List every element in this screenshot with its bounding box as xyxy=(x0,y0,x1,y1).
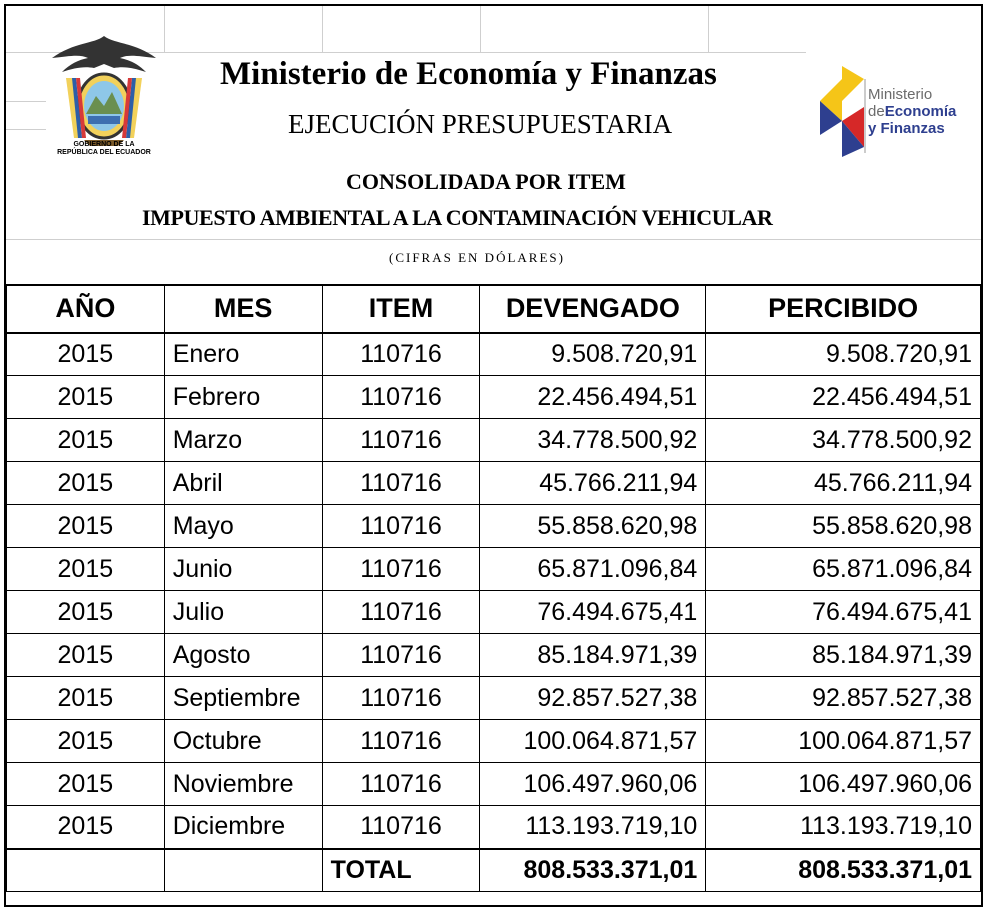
table-row xyxy=(7,806,981,849)
total-devengado: 808.533.371,01 xyxy=(480,849,706,892)
report-header xyxy=(6,6,981,286)
cell-ano: 2015 xyxy=(7,376,165,419)
cell-ano: 2015 xyxy=(7,720,165,763)
cell-percibido: 113.193.719,10 xyxy=(706,806,981,849)
gridline xyxy=(6,129,46,130)
cell-devengado: 106.497.960,06 xyxy=(480,763,706,806)
cell-item: 110716 xyxy=(322,763,480,806)
cell-mes: Enero xyxy=(164,333,322,376)
report-title: EJECUCIÓN PRESUPUESTARIA xyxy=(288,109,673,139)
cell-ano: 2015 xyxy=(7,419,165,462)
cell-item: 110716 xyxy=(322,806,480,849)
logo-line-1: Ministerio xyxy=(868,86,933,103)
cell-ano: 2015 xyxy=(7,333,165,376)
ministry-title: Ministerio de Economía y Finanzas xyxy=(220,56,717,92)
cell-ano: 2015 xyxy=(7,591,165,634)
cell-item: 110716 xyxy=(322,591,480,634)
cell-mes: Abril xyxy=(164,462,322,505)
cell-ano: 2015 xyxy=(7,806,165,849)
cell-percibido: 55.858.620,98 xyxy=(706,505,981,548)
cell-ano: 2015 xyxy=(7,548,165,591)
cell-percibido: 106.497.960,06 xyxy=(706,763,981,806)
cell-mes: Mayo xyxy=(164,505,322,548)
cell-mes: Octubre xyxy=(164,720,322,763)
cell-ano: 2015 xyxy=(7,634,165,677)
total-row xyxy=(7,849,981,892)
cell-item: 110716 xyxy=(322,634,480,677)
cell-item: 110716 xyxy=(322,462,480,505)
gridline xyxy=(322,6,323,52)
logo-line-2 xyxy=(868,103,956,120)
cell-mes: Febrero xyxy=(164,376,322,419)
report-scope: CONSOLIDADA POR ITEM xyxy=(346,169,626,194)
cell-mes: Marzo xyxy=(164,419,322,462)
cell-item: 110716 xyxy=(322,376,480,419)
cell-devengado: 85.184.971,39 xyxy=(480,634,706,677)
seal-caption-line-1: GOBIERNO DE LA xyxy=(73,141,135,148)
spreadsheet xyxy=(4,4,983,907)
gridline xyxy=(6,101,46,102)
total-empty-cell xyxy=(164,849,322,892)
table-row xyxy=(7,677,981,720)
total-percibido: 808.533.371,01 xyxy=(706,849,981,892)
logo-line-2b: Economía xyxy=(884,103,957,120)
gridline xyxy=(164,6,165,52)
cell-devengado: 9.508.720,91 xyxy=(480,333,706,376)
cell-item: 110716 xyxy=(322,548,480,591)
cell-item: 110716 xyxy=(322,677,480,720)
cell-devengado: 22.456.494,51 xyxy=(480,376,706,419)
ministry-logo-text xyxy=(868,86,956,137)
cell-devengado: 92.857.527,38 xyxy=(480,677,706,720)
total-empty-cell xyxy=(7,849,165,892)
cell-percibido: 92.857.527,38 xyxy=(706,677,981,720)
cell-ano: 2015 xyxy=(7,505,165,548)
table-row xyxy=(7,548,981,591)
table-row xyxy=(7,333,981,376)
cell-item: 110716 xyxy=(322,419,480,462)
cell-mes: Diciembre xyxy=(164,806,322,849)
units-note: (CIFRAS EN DÓLARES) xyxy=(389,250,565,265)
report-subject: IMPUESTO AMBIENTAL A LA CONTAMINACIÓN VEHICULAR xyxy=(142,205,773,230)
cell-devengado: 100.064.871,57 xyxy=(480,720,706,763)
table-row xyxy=(7,634,981,677)
logo-line-2a: de xyxy=(868,103,885,120)
cell-percibido: 9.508.720,91 xyxy=(706,333,981,376)
cell-mes: Agosto xyxy=(164,634,322,677)
column-header-percibido: PERCIBIDO xyxy=(706,285,981,333)
gridline xyxy=(6,239,981,240)
table-row xyxy=(7,462,981,505)
cell-devengado: 113.193.719,10 xyxy=(480,806,706,849)
cell-devengado: 65.871.096,84 xyxy=(480,548,706,591)
cell-percibido: 76.494.675,41 xyxy=(706,591,981,634)
cell-devengado: 45.766.211,94 xyxy=(480,462,706,505)
cell-devengado: 34.778.500,92 xyxy=(480,419,706,462)
cell-mes: Septiembre xyxy=(164,677,322,720)
column-header-ano: AÑO xyxy=(7,285,165,333)
seal-caption xyxy=(40,141,168,157)
cell-percibido: 85.184.971,39 xyxy=(706,634,981,677)
table-row xyxy=(7,419,981,462)
cell-mes: Julio xyxy=(164,591,322,634)
budget-table xyxy=(6,284,981,892)
seal-caption-line-2: REPÚBLICA DEL ECUADOR xyxy=(57,149,151,156)
cell-ano: 2015 xyxy=(7,763,165,806)
gridline xyxy=(708,6,709,52)
column-header-mes: MES xyxy=(164,285,322,333)
logo-line-3: y Finanzas xyxy=(868,120,945,137)
table-row xyxy=(7,376,981,419)
table-header-row xyxy=(7,285,981,333)
cell-ano: 2015 xyxy=(7,462,165,505)
cell-percibido: 45.766.211,94 xyxy=(706,462,981,505)
cell-percibido: 34.778.500,92 xyxy=(706,419,981,462)
cell-devengado: 76.494.675,41 xyxy=(480,591,706,634)
cell-percibido: 65.871.096,84 xyxy=(706,548,981,591)
cell-devengado: 55.858.620,98 xyxy=(480,505,706,548)
cell-mes: Noviembre xyxy=(164,763,322,806)
cell-ano: 2015 xyxy=(7,677,165,720)
column-header-item: ITEM xyxy=(322,285,480,333)
cell-mes: Junio xyxy=(164,548,322,591)
cell-item: 110716 xyxy=(322,333,480,376)
total-label: TOTAL xyxy=(322,849,480,892)
table-row xyxy=(7,505,981,548)
column-header-devengado: DEVENGADO xyxy=(480,285,706,333)
table-row xyxy=(7,763,981,806)
cell-percibido: 100.064.871,57 xyxy=(706,720,981,763)
cell-item: 110716 xyxy=(322,720,480,763)
table-row xyxy=(7,720,981,763)
table-row xyxy=(7,591,981,634)
gridline xyxy=(480,6,481,52)
cell-percibido: 22.456.494,51 xyxy=(706,376,981,419)
cell-item: 110716 xyxy=(322,505,480,548)
